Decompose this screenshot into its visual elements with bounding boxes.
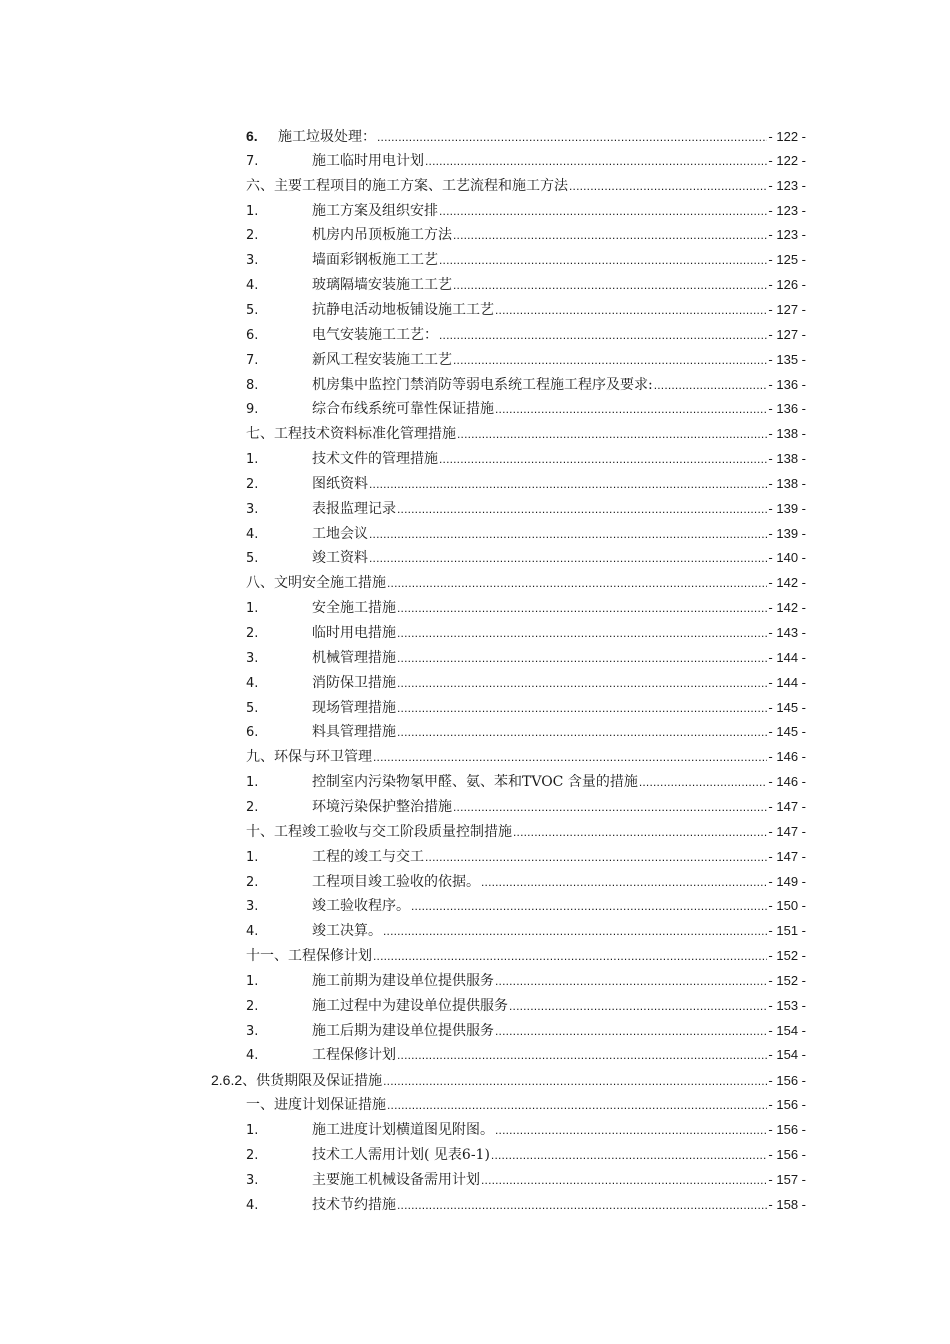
toc-entry-number: 1. — [246, 775, 259, 791]
toc-page-number: - 122 - — [768, 152, 806, 168]
toc-entry-number: 1. — [246, 849, 259, 865]
toc-dot-leader — [397, 621, 767, 645]
toc-entry[interactable] — [246, 223, 806, 247]
toc-page-number: - 156 - — [768, 1122, 806, 1137]
toc-entry-title: 一、进度计划保证措施 — [246, 1097, 386, 1114]
toc-entry[interactable] — [246, 1093, 806, 1117]
toc-dot-leader — [439, 323, 767, 347]
toc-entry-number: 1. — [246, 973, 259, 989]
toc-entry-title: 机械管理措施 — [312, 649, 396, 666]
toc-dot-leader — [383, 1069, 767, 1093]
toc-entry[interactable] — [246, 373, 806, 397]
toc-page-number: - 138 - — [768, 426, 806, 442]
toc-entry-number: 1. — [246, 203, 259, 219]
toc-entry-title: 综合布线系统可靠性保证措施 — [312, 401, 494, 418]
toc-entry-title: 竣工验收程序。 — [312, 898, 410, 915]
toc-page-number: - 126 - — [768, 277, 806, 293]
toc-entry[interactable] — [246, 745, 806, 769]
toc-entry-number: 4. — [246, 675, 259, 691]
toc-entry-title: 工地会议 — [312, 525, 368, 542]
toc-entry-number: 2. — [246, 998, 259, 1014]
toc-entry-title: 施工前期为建设单位提供服务 — [312, 972, 494, 989]
toc-page-number: - 156 - — [768, 1073, 806, 1089]
toc-dot-leader — [453, 273, 767, 297]
toc-entry[interactable] — [246, 149, 806, 173]
toc-entry[interactable] — [246, 1043, 806, 1067]
toc-entry[interactable] — [246, 646, 806, 670]
toc-entry[interactable] — [246, 323, 806, 347]
toc-entry[interactable] — [246, 1118, 806, 1142]
toc-entry-number: 4. — [246, 1048, 259, 1064]
toc-entry-number: 4. — [246, 278, 259, 294]
toc-entry[interactable] — [246, 596, 806, 620]
toc-entry-title: 施工过程中为建设单位提供服务 — [312, 997, 508, 1014]
toc-entry-title: 料具管理措施 — [312, 724, 396, 741]
toc-page-number: - 158 - — [768, 1196, 806, 1212]
toc-entry-title: 六、主要工程项目的施工方案、工艺流程和施工方法 — [246, 177, 568, 194]
toc-entry-title: 临时用电措施 — [312, 625, 396, 641]
toc-page-number: - 145 - — [768, 699, 806, 715]
toc-page-number: - 125 - — [768, 252, 806, 268]
toc-entry[interactable] — [246, 447, 806, 471]
toc-entry[interactable] — [246, 348, 806, 372]
toc-entry-number: 3. — [246, 899, 259, 915]
toc-dot-leader — [397, 696, 767, 720]
toc-entry-title: 图纸资料 — [312, 475, 368, 492]
toc-dot-leader — [495, 1118, 767, 1142]
toc-entry-number: 2. — [246, 626, 259, 641]
toc-entry[interactable] — [246, 795, 806, 819]
toc-entry-title: 施工方案及组织安排 — [312, 202, 438, 219]
toc-page-number: - 145 - — [768, 724, 806, 740]
toc-page-number: - 147 - — [768, 798, 806, 814]
toc-entry-title: 安全施工措施 — [312, 600, 396, 617]
toc-page-number: - 123 - — [768, 227, 806, 243]
toc-page-number: - 138 - — [768, 451, 806, 467]
toc-entry[interactable] — [246, 1019, 806, 1043]
toc-entry-number: 6. — [246, 327, 259, 343]
toc-entry-number: 3. — [246, 1023, 259, 1039]
toc-entry-title: 2.6.2、供货期限及保证措施 — [211, 1072, 383, 1089]
toc-entry-title: 工程保修计划 — [312, 1047, 396, 1064]
toc-entry[interactable] — [246, 174, 806, 198]
toc-entry-title: 墙面彩钢板施工工艺 — [312, 252, 438, 269]
toc-entry-title: 竣工决算。 — [312, 923, 382, 940]
toc-dot-leader — [481, 870, 767, 894]
toc-dot-leader — [639, 770, 768, 794]
toc-dot-leader — [397, 497, 767, 521]
toc-page-number: - 136 - — [768, 401, 806, 417]
toc-dot-leader — [654, 373, 768, 397]
toc-dot-leader — [481, 1168, 767, 1192]
toc-dot-leader — [397, 596, 767, 620]
toc-page-number: - 123 - — [768, 177, 806, 193]
toc-page-number: - 143 - — [768, 625, 806, 640]
toc-entry-title: 工程项目竣工验收的依据。 — [312, 873, 480, 890]
toc-page-number: - 144 - — [768, 649, 806, 665]
toc-entry[interactable] — [246, 621, 806, 645]
toc-entry[interactable] — [246, 199, 806, 223]
toc-page-number: - 127 - — [768, 326, 806, 342]
toc-dot-leader — [425, 845, 767, 869]
toc-dot-leader — [491, 1143, 768, 1167]
toc-entry[interactable] — [246, 1168, 806, 1192]
toc-entry-number: 2. — [246, 1147, 259, 1163]
toc-entry[interactable] — [246, 720, 806, 744]
toc-page-number: - 152 - — [768, 948, 806, 964]
toc-page-number: - 136 - — [768, 376, 806, 392]
toc-entry[interactable] — [211, 1068, 806, 1092]
toc-entry-number: 3. — [246, 253, 259, 269]
toc-entry[interactable] — [246, 1143, 806, 1167]
toc-page-number: - 147 - — [768, 848, 806, 864]
toc-entry-number: 5. — [246, 302, 259, 318]
toc-dot-leader — [383, 919, 767, 943]
toc-entry[interactable] — [246, 298, 806, 322]
toc-dot-leader — [495, 969, 767, 993]
toc-entry-title: 十、工程竣工验收与交工阶段质量控制措施 — [246, 823, 512, 840]
toc-page-number: - 135 - — [768, 351, 806, 367]
toc-dot-leader — [495, 1019, 767, 1043]
toc-dot-leader — [425, 149, 767, 173]
toc-dot-leader — [369, 522, 767, 546]
toc-entry-title: 竣工资料 — [312, 550, 368, 567]
toc-page-number: - 154 - — [768, 1047, 806, 1063]
toc-dot-leader — [387, 571, 767, 595]
toc-entry[interactable] — [246, 696, 806, 720]
toc-entry-number: 6. — [246, 128, 258, 144]
toc-entry[interactable] — [246, 522, 806, 546]
toc-entry[interactable] — [246, 571, 806, 595]
toc-entry-title: 施工进度计划横道图见附图。 — [312, 1122, 494, 1138]
toc-entry-number: 1. — [246, 601, 259, 617]
toc-page-number: - 142 - — [768, 600, 806, 616]
toc-entry-title: 表报监理记录 — [312, 500, 396, 517]
toc-entry-title: 机房内吊顶板施工方法 — [312, 227, 452, 244]
toc-dot-leader — [453, 223, 767, 247]
toc-entry-number: 8. — [246, 377, 259, 393]
toc-page-number: - 157 - — [768, 1171, 806, 1187]
toc-entry-number: 3. — [246, 1172, 259, 1188]
toc-entry-title: 十一、工程保修计划 — [246, 948, 372, 965]
toc-entry-title: 控制室内污染物氡甲醛、氨、苯和TVOC 含量的措施 — [312, 774, 638, 791]
toc-entry-number: 2. — [246, 874, 259, 890]
toc-entry-number: 5. — [246, 700, 259, 716]
toc-dot-leader — [495, 397, 767, 421]
toc-entry-number: 3. — [246, 501, 259, 517]
toc-entry[interactable] — [246, 422, 806, 446]
toc-page-number: - 122 - — [768, 129, 806, 144]
toc-entry-number: 1. — [246, 1123, 259, 1138]
toc-page-number: - 140 - — [768, 550, 806, 566]
toc-entry-title: 电气安装施工工艺： — [312, 326, 438, 343]
toc-entry-title: 抗静电活动地板铺设施工工艺 — [312, 301, 494, 318]
toc-page-number: - 150 - — [768, 898, 806, 914]
toc-page-number: - 144 - — [768, 674, 806, 690]
toc-entry-title: 机房集中监控门禁消防等弱电系统工程施工程序及要求: — [312, 376, 653, 393]
toc-dot-leader — [569, 174, 767, 198]
toc-entry-title: 施工后期为建设单位提供服务 — [312, 1022, 494, 1039]
toc-entry[interactable] — [246, 472, 806, 496]
toc-entry-number: 2. — [246, 476, 259, 492]
toc-entry[interactable] — [246, 845, 806, 869]
toc-entry-number: 3. — [246, 650, 259, 666]
toc-entry[interactable] — [246, 969, 806, 993]
toc-entry[interactable] — [246, 870, 806, 894]
toc-entry[interactable] — [246, 546, 806, 570]
toc-entry-title: 九、环保与环卫管理 — [246, 749, 372, 766]
toc-dot-leader — [509, 994, 767, 1018]
toc-entry-number: 5. — [246, 551, 259, 567]
toc-entry-number: 7. — [246, 352, 259, 368]
toc-dot-leader — [397, 1193, 767, 1217]
toc-entry[interactable] — [246, 944, 806, 968]
toc-page-number: - 151 - — [768, 923, 806, 939]
toc-entry-title: 工程的竣工与交工 — [312, 848, 424, 865]
toc-entry[interactable] — [246, 248, 806, 272]
toc-page-number: - 127 - — [768, 301, 806, 317]
toc-entry[interactable] — [246, 124, 806, 148]
toc-entry[interactable] — [246, 273, 806, 297]
toc-entry-title: 现场管理措施 — [312, 699, 396, 716]
toc-entry-title: 消防保卫措施 — [312, 674, 396, 691]
toc-page-number: - 153 - — [768, 997, 806, 1013]
toc-page-number: - 142 - — [768, 575, 806, 591]
toc-dot-leader — [495, 298, 767, 322]
toc-page-number: - 146 - — [768, 774, 806, 790]
toc-entry[interactable] — [246, 397, 806, 421]
toc-page-number: - 156 - — [768, 1097, 806, 1113]
toc-page-number: - 123 - — [768, 202, 806, 218]
toc-page-number: - 156 - — [768, 1146, 806, 1162]
toc-entry-number: 4. — [246, 1197, 259, 1213]
toc-entry-number: 9. — [246, 402, 259, 418]
toc-entry-number: 2. — [246, 799, 259, 815]
toc-dot-leader — [369, 546, 767, 570]
toc-dot-leader — [397, 1043, 767, 1067]
toc-dot-leader — [411, 894, 767, 918]
toc-entry[interactable] — [246, 994, 806, 1018]
toc-entry-title: 环境污染保护整治措施 — [312, 798, 452, 815]
toc-dot-leader — [377, 125, 767, 149]
toc-dot-leader — [513, 820, 767, 844]
toc-entry[interactable] — [246, 1193, 806, 1217]
toc-entry-title: 技术工人需用计划( 见表6-1) — [312, 1146, 490, 1163]
toc-entry-title: 七、工程技术资料标准化管理措施 — [246, 426, 456, 443]
toc-dot-leader — [369, 472, 767, 496]
toc-dot-leader — [439, 199, 767, 223]
toc-dot-leader — [373, 745, 767, 769]
toc-page-number: - 146 - — [768, 749, 806, 765]
toc-page-number: - 149 - — [768, 873, 806, 889]
toc-entry-title: 玻璃隔墙安装施工工艺 — [312, 277, 452, 294]
toc-entry-title: 施工临时用电计划 — [312, 152, 424, 169]
toc-entry[interactable] — [246, 770, 806, 794]
toc-entry-number: 4. — [246, 526, 259, 542]
toc-dot-leader — [457, 422, 767, 446]
toc-page-number: - 154 - — [768, 1022, 806, 1038]
toc-entry[interactable] — [246, 919, 806, 943]
toc-entry-title: 新风工程安装施工工艺 — [312, 351, 452, 368]
toc-entry-number: 1. — [246, 452, 259, 468]
toc-entry[interactable] — [246, 894, 806, 918]
toc-entry-number: 4. — [246, 924, 259, 940]
toc-dot-leader — [439, 447, 767, 471]
toc-page-number: - 139 - — [768, 525, 806, 541]
toc-dot-leader — [397, 646, 767, 670]
toc-dot-leader — [373, 944, 767, 968]
toc-entry-title: 技术文件的管理措施 — [312, 451, 438, 468]
toc-dot-leader — [453, 348, 767, 372]
toc-entry-title: 施工垃圾处理： — [278, 129, 376, 145]
toc-page-number: - 147 - — [768, 823, 806, 839]
toc-dot-leader — [387, 1093, 767, 1117]
toc-entry-number: 6. — [246, 725, 259, 741]
toc-entry[interactable] — [246, 820, 806, 844]
toc-page-number: - 138 - — [768, 475, 806, 491]
toc-entry-title: 技术节约措施 — [312, 1196, 396, 1213]
toc-dot-leader — [439, 248, 767, 272]
toc-entry[interactable] — [246, 497, 806, 521]
toc-entry-number: 7. — [246, 153, 259, 169]
toc-entry-number: 2. — [246, 228, 259, 244]
toc-page-number: - 152 - — [768, 972, 806, 988]
toc-dot-leader — [397, 671, 767, 695]
toc-dot-leader — [397, 720, 767, 744]
toc-entry-title: 主要施工机械设备需用计划 — [312, 1171, 480, 1188]
toc-entry[interactable] — [246, 671, 806, 695]
toc-page-number: - 139 - — [768, 500, 806, 516]
toc-entry-title: 八、文明安全施工措施 — [246, 575, 386, 592]
toc-dot-leader — [453, 795, 767, 819]
